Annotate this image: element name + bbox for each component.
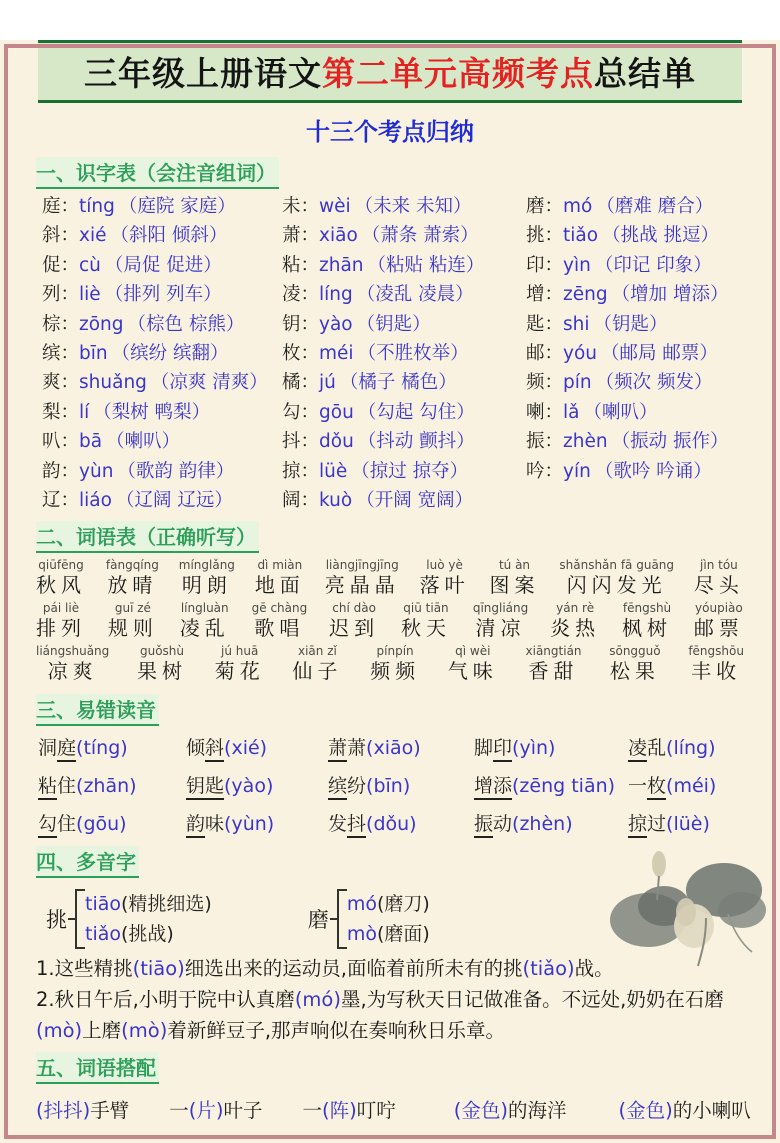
entry-character: 爽： (42, 372, 80, 394)
entry-pinyin: bā (79, 431, 103, 453)
page-title (38, 40, 742, 103)
error-prone-entry: 缤纷(bīn) (328, 771, 474, 798)
entry-words: （钥匙） (356, 313, 431, 335)
entry-character: 振： (526, 431, 564, 453)
error-prone-entry: 粘住(zhān) (38, 771, 186, 798)
error-prone-entry: 钥匙(yào) (186, 771, 328, 798)
entry-words: （喇叭） (583, 401, 658, 423)
entry-character: 列： (42, 284, 80, 306)
word-hanzi: 频频 (370, 659, 421, 684)
char-entry (42, 427, 282, 456)
char-entry (526, 398, 744, 427)
pairing-item: 一(阵)叮咛 (302, 1099, 396, 1123)
word-pairing-row (36, 1095, 751, 1123)
word-entry (106, 559, 159, 598)
entry-character: 韵： (42, 460, 80, 482)
zishi-column-3 (526, 192, 744, 515)
word-pinyin: pái liè (42, 601, 80, 616)
entry-character: 抖： (282, 431, 320, 453)
entry-words: （局促 促进） (104, 254, 222, 276)
word-hanzi: 迟到 (329, 616, 380, 641)
entry-words: （磨难 磨合） (596, 196, 714, 217)
word-pinyin: guī zé (114, 601, 151, 616)
char-entry (282, 221, 526, 250)
word-hanzi: 落叶 (419, 573, 470, 598)
worksheet-page (0, 40, 780, 1143)
char-entry (42, 457, 282, 486)
word-pinyin: fēngshù (622, 601, 672, 616)
char-entry (282, 280, 526, 309)
word-entry (694, 559, 744, 598)
entry-pinyin: lí (79, 401, 90, 423)
error-prone-entry: 倾斜(xié) (186, 733, 328, 760)
entry-character: 印： (526, 254, 564, 276)
char-entry (42, 280, 282, 309)
entry-character: 促： (42, 254, 80, 276)
word-pinyin: mínglǎng (178, 558, 235, 573)
entry-character: 钥： (282, 313, 320, 335)
entry-pinyin: wèi (319, 196, 351, 217)
entry-pinyin: zhān (319, 254, 364, 276)
error-prone-entry: 一枚(méi) (628, 771, 744, 798)
word-hanzi: 放晴 (107, 573, 158, 598)
section1-header: 一、识字表（会注音组词） (36, 157, 279, 189)
polyphone-groups (46, 889, 744, 949)
word-entry (292, 645, 342, 684)
entry-words: （缤纷 缤翻） (111, 343, 229, 365)
char-entry (282, 457, 526, 486)
entry-pinyin: líng (319, 284, 353, 306)
word-entry (108, 602, 158, 641)
polyphone-character: 磨 (307, 908, 329, 933)
word-entry (370, 645, 420, 684)
error-prone-entry: 勾住(gōu) (38, 809, 186, 836)
word-entry (622, 602, 672, 641)
entry-words: （喇叭） (106, 431, 181, 453)
entry-pinyin: bīn (79, 343, 108, 365)
bracket-connector (68, 918, 75, 920)
entry-character: 棕： (42, 313, 80, 335)
char-entry (526, 339, 744, 368)
entry-words: （印记 印象） (594, 254, 712, 276)
entry-words: （斜阳 倾斜） (110, 225, 228, 247)
word-list-row-3 (36, 645, 744, 684)
word-hanzi: 丰收 (691, 659, 742, 684)
entry-words: （凌乱 凌晨） (356, 284, 474, 306)
title-part-red: 第二单元高频考点 (322, 54, 594, 93)
entry-words: （萧条 萧索） (361, 225, 479, 247)
entry-character: 磨： (526, 196, 564, 217)
word-pinyin: gē chàng (251, 601, 308, 616)
char-entry (282, 486, 526, 515)
char-entry (282, 398, 526, 427)
word-entry (448, 645, 498, 684)
word-hanzi: 凌乱 (179, 616, 230, 641)
char-entry (42, 192, 282, 221)
char-entry (42, 398, 282, 427)
char-entry (42, 221, 282, 250)
word-hanzi: 香甜 (528, 659, 579, 684)
section5-header: 五、词语搭配 (36, 1052, 159, 1084)
entry-pinyin: shi (563, 313, 590, 335)
title-part-black2: 总结单 (594, 54, 696, 93)
char-entry (282, 192, 526, 221)
char-entry (526, 427, 744, 456)
error-prone-entry: 掠过(lüè) (628, 809, 744, 836)
word-entry (550, 602, 600, 641)
entry-words: （辽阔 辽远） (115, 490, 233, 512)
reading-option: tiāo(精挑细选) (85, 893, 212, 916)
entry-pinyin: lǎ (563, 401, 580, 423)
char-entry (282, 251, 526, 280)
char-entry (526, 192, 744, 221)
pairing-item: 一(片)叶子 (169, 1099, 263, 1123)
char-entry (526, 251, 744, 280)
polyphone-character: 挑 (46, 908, 67, 933)
entry-pinyin: yùn (79, 460, 114, 482)
word-pinyin: shǎnshǎn fā guāng (559, 558, 675, 573)
entry-pinyin: cù (79, 254, 101, 276)
word-entry (252, 602, 308, 641)
zishi-column-2 (282, 192, 526, 515)
zishi-column-1 (42, 192, 282, 515)
pairing-item: (金色)的海洋 (453, 1099, 567, 1123)
entry-pinyin: xié (79, 225, 107, 247)
error-prone-entry: 增添(zēng tiān) (474, 771, 628, 798)
error-prone-entry: 洞庭(tíng) (38, 733, 186, 760)
char-entry (526, 457, 744, 486)
entry-character: 梨： (42, 401, 80, 423)
entry-pinyin: xiāo (319, 225, 358, 247)
polyphone-group-mo (308, 889, 430, 949)
error-prone-entry: 脚印(yìn) (474, 733, 628, 760)
char-entry (526, 310, 744, 339)
word-hanzi: 图案 (489, 573, 540, 598)
word-hanzi: 秋天 (400, 616, 451, 641)
word-pinyin: yán rè (556, 601, 595, 616)
word-hanzi: 秋风 (36, 573, 86, 598)
char-entry (282, 427, 526, 456)
example-sentence-1: 1.这些精挑(tiāo)细选出来的运动员,面临着前所未有的挑(tiǎo)战。 (36, 957, 614, 981)
entry-words: （振动 振作） (611, 431, 729, 453)
word-pinyin: xiāngtián (525, 644, 582, 659)
reading-option: mó(磨刀) (346, 893, 430, 916)
word-hanzi: 炎热 (550, 616, 601, 641)
word-pinyin: qì wèi (455, 644, 491, 659)
char-entry (42, 310, 282, 339)
pairing-item: (金色)的小喇叭 (618, 1099, 751, 1123)
entry-words: （频次 频发） (595, 372, 713, 394)
bracket-icon (337, 889, 347, 949)
word-hanzi: 闪闪发光 (566, 573, 667, 598)
word-hanzi: 歌唱 (254, 616, 305, 641)
entry-pinyin: yín (563, 460, 591, 482)
word-entry (688, 645, 744, 684)
word-pinyin: liàngjīngjīng (325, 558, 399, 573)
entry-character: 凌： (282, 284, 320, 306)
entry-pinyin: tíng (79, 196, 115, 217)
word-entry (609, 645, 660, 684)
entry-words: （粘贴 粘连） (367, 254, 485, 276)
example-sentence-2: 2.秋日午后,小明于院中认真磨(mó)墨,为写秋天日记做准备。不远处,奶奶在石磨(mò)上磨(mò)着新鲜豆子,那声响似在奏响秋日乐章。 (36, 988, 724, 1043)
word-hanzi: 尽头 (693, 573, 744, 598)
entry-pinyin: méi (319, 343, 354, 365)
entry-pinyin: jú (319, 372, 336, 394)
word-hanzi: 松果 (609, 659, 660, 684)
word-entry (559, 559, 674, 598)
word-pinyin: fēngshōu (688, 644, 744, 659)
word-pinyin: língluàn (180, 601, 229, 616)
word-hanzi: 地面 (254, 573, 305, 598)
polyphone-group-tiao (46, 889, 212, 949)
entry-words: （棕色 棕熊） (127, 313, 245, 335)
char-entry (282, 310, 526, 339)
word-pinyin: fàngqíng (105, 558, 159, 573)
entry-character: 掠： (282, 460, 320, 482)
char-entry (42, 251, 282, 280)
word-pinyin: liángshuǎng (36, 644, 110, 659)
entry-words: （不胜枚举） (357, 343, 469, 365)
word-pinyin: chí dào (332, 601, 376, 616)
entry-pinyin: yóu (563, 343, 598, 365)
entry-pinyin: pín (563, 372, 592, 394)
word-hanzi: 排列 (36, 616, 86, 641)
word-pinyin: qiū tiān (403, 601, 449, 616)
word-entry (401, 602, 451, 641)
error-prone-entry: 发抖(dǒu) (328, 809, 474, 836)
word-entry (473, 602, 528, 641)
entry-character: 庭： (42, 196, 80, 217)
word-entry (180, 602, 230, 641)
word-hanzi: 亮晶晶 (324, 573, 400, 598)
word-pinyin: luò yè (426, 558, 463, 573)
entry-character: 橘： (282, 372, 320, 394)
entry-character: 邮： (526, 343, 564, 365)
entry-character: 萧： (282, 225, 320, 247)
entry-words: （未来 未知） (354, 196, 472, 217)
word-list-row-2 (36, 602, 744, 641)
word-pinyin: yóupiào (695, 601, 743, 616)
word-pinyin: pínpín (376, 644, 414, 659)
word-hanzi: 枫树 (622, 616, 673, 641)
entry-character: 匙： (526, 313, 564, 335)
word-hanzi: 规则 (107, 616, 158, 641)
word-hanzi: 仙子 (292, 659, 343, 684)
word-entry (36, 602, 86, 641)
reading-option: tiǎo(挑战) (85, 923, 174, 946)
word-pinyin: jú huā (221, 644, 259, 659)
entry-character: 辽： (42, 490, 80, 512)
entry-character: 吟： (526, 460, 564, 482)
entry-words: （凉爽 清爽） (150, 372, 268, 394)
entry-words: （钥匙） (593, 313, 668, 335)
char-entry (42, 339, 282, 368)
reading-option: mò(磨面) (346, 923, 430, 946)
entry-pinyin: zēng (563, 284, 608, 306)
word-pinyin: qiūfēng (38, 558, 84, 573)
page-subtitle: 十三个考点归纳 (306, 118, 474, 146)
entry-character: 斜： (42, 225, 80, 247)
entry-pinyin: dǒu (319, 431, 354, 453)
word-entry (526, 645, 582, 684)
word-list-row-1 (36, 559, 744, 598)
word-entry (36, 559, 86, 598)
char-entry (282, 368, 526, 397)
error-prone-entry: 凌乱(líng) (628, 733, 744, 760)
title-part-black1: 三年级上册语文 (84, 54, 322, 93)
entry-pinyin: lüè (319, 460, 348, 482)
section2-header: 二、词语表（正确听写） (36, 521, 259, 553)
word-hanzi: 邮票 (693, 616, 744, 641)
entry-words: （邮局 邮票） (601, 343, 718, 365)
error-prone-entry: 振动(zhèn) (474, 809, 628, 836)
word-pinyin: sōngguǒ (609, 644, 661, 659)
entry-words: （开阔 宽阔） (356, 490, 474, 512)
entry-character: 叭： (42, 431, 80, 453)
word-entry (36, 645, 109, 684)
entry-character: 粘： (282, 254, 320, 276)
char-entry (282, 339, 526, 368)
word-entry (137, 645, 187, 684)
entry-words: （歌韵 韵律） (117, 460, 235, 482)
bracket-connector (330, 918, 337, 920)
section3-header: 三、易错读音 (36, 694, 159, 726)
word-hanzi: 菊花 (214, 659, 265, 684)
word-hanzi: 气味 (447, 659, 498, 684)
entry-pinyin: zōng (79, 313, 124, 335)
entry-words: （增加 增添） (611, 284, 729, 306)
entry-character: 缤： (42, 343, 80, 365)
entry-character: 频： (526, 372, 564, 394)
entry-pinyin: yìn (563, 254, 591, 276)
word-entry (325, 559, 400, 598)
entry-pinyin: shuǎng (79, 372, 147, 394)
word-entry (215, 645, 265, 684)
word-entry (420, 559, 470, 598)
pairing-item: (抖抖)手臂 (36, 1099, 130, 1123)
entry-pinyin: yào (319, 313, 353, 335)
entry-pinyin: liáo (79, 490, 112, 512)
entry-pinyin: zhèn (563, 431, 608, 453)
word-pinyin: guǒshù (139, 644, 185, 659)
entry-character: 增： (526, 284, 564, 306)
char-entry (526, 368, 744, 397)
word-hanzi: 明朗 (181, 573, 232, 598)
entry-character: 未： (282, 196, 320, 217)
entry-words: （排列 列车） (104, 284, 222, 306)
word-entry (694, 602, 744, 641)
entry-words: （掠过 掠夺） (351, 460, 469, 482)
entry-words: （歌吟 吟诵） (594, 460, 712, 482)
entry-character: 喇： (526, 401, 564, 423)
entry-words: （挑战 挑逗） (602, 225, 719, 247)
entry-character: 枚： (282, 343, 320, 365)
word-entry (329, 602, 379, 641)
word-pinyin: qīngliáng (472, 601, 529, 616)
zishi-table (36, 192, 744, 515)
char-entry (42, 486, 282, 515)
word-entry (255, 559, 305, 598)
entry-words: （抖动 颤抖） (357, 431, 475, 453)
char-entry (526, 221, 744, 250)
word-hanzi: 清凉 (475, 616, 526, 641)
entry-words: （庭院 家庭） (118, 196, 236, 217)
word-pinyin: jìn tóu (700, 558, 738, 573)
word-entry (489, 559, 539, 598)
word-entry (179, 559, 235, 598)
section4-header: 四、多音字 (36, 846, 139, 878)
error-prone-pronunciations (36, 729, 744, 840)
bracket-icon (75, 889, 85, 949)
entry-character: 阔： (282, 490, 320, 512)
entry-character: 勾： (282, 401, 320, 423)
word-pinyin: dì miàn (257, 558, 303, 573)
char-entry (526, 280, 744, 309)
entry-pinyin: tiǎo (563, 225, 599, 247)
error-prone-entry: 萧萧(xiāo) (328, 733, 474, 760)
entry-words: （梨树 鸭梨） (93, 401, 211, 423)
entry-character: 挑： (526, 225, 564, 247)
entry-words: （勾起 勾住） (357, 401, 475, 423)
entry-pinyin: kuò (319, 490, 353, 512)
char-entry (42, 368, 282, 397)
entry-pinyin: liè (79, 284, 101, 306)
word-hanzi: 凉爽 (47, 659, 98, 684)
entry-pinyin: gōu (319, 401, 354, 423)
entry-words: （橘子 橘色） (339, 372, 457, 394)
error-prone-entry: 韵味(yùn) (186, 809, 328, 836)
entry-pinyin: mó (563, 196, 593, 217)
word-hanzi: 果树 (137, 659, 187, 684)
word-pinyin: tú àn (498, 558, 531, 573)
word-pinyin: xiān zǐ (297, 644, 337, 659)
